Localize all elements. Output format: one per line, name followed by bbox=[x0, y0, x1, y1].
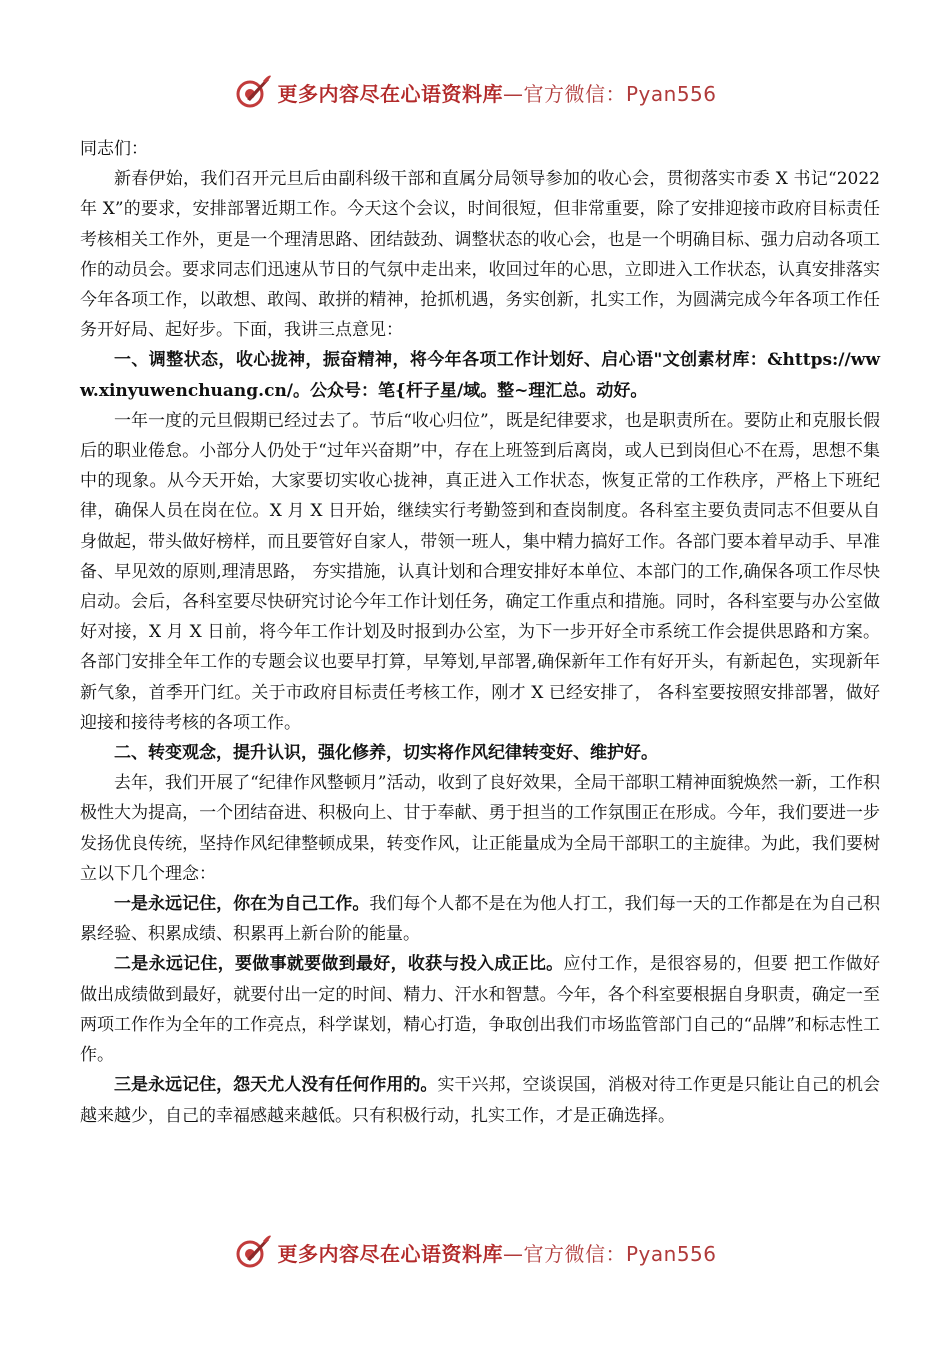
point-3-lead: 三是永远记住，怨天尤人没有任何作用的。 bbox=[114, 1075, 438, 1096]
footer-separator: — bbox=[502, 1241, 524, 1266]
footer-banner bbox=[0, 1232, 950, 1272]
quill-pen-logo-icon bbox=[233, 1232, 273, 1272]
header-wechat-id: Pyan556 bbox=[625, 81, 717, 106]
point-1-lead: 一是永远记住，你在为自己工作。 bbox=[114, 894, 370, 915]
point-3-paragraph bbox=[80, 1070, 880, 1130]
footer-brand: 更多内容尽在心语资料库 bbox=[277, 1241, 503, 1266]
header-banner bbox=[0, 72, 950, 112]
salutation: 同志们： bbox=[80, 139, 148, 159]
footer-wechat-label: 官方微信： bbox=[523, 1241, 626, 1266]
point-1-text: 我们每个人都不是在为他人打工，我们每一天的工作都是在为自己积累经验、积累成绩、积累再上新台阶的能量。 bbox=[80, 894, 881, 945]
point-2-paragraph bbox=[80, 949, 880, 1070]
point-1-paragraph bbox=[80, 889, 880, 949]
section-1-heading: 一、调整状态，收心拢神，振奋精神，将今年各项工作计划好、启心语"文创素材库：&https://www.xinyuwenchuang.cn/。公众号：笔{杆子星/域。整~理汇总。动好。 bbox=[80, 350, 880, 401]
header-brand: 更多内容尽在心语资料库 bbox=[277, 81, 503, 106]
header-separator: — bbox=[502, 81, 524, 106]
header-banner-text bbox=[277, 78, 716, 107]
section-1-paragraph: 一年一度的元旦假期已经过去了。节后“收心归位”，既是纪律要求，也是职责所在。要防止和克服长假后的职业倦怠。小部分人仍处于“过年兴奋期”中，存在上班签到后离岗，或人已到岗但心不在焉，思想不集中的现象。从今天开始，大家要切实收心拢神，真正进入工作状态，恢复正常的工作秩序，严格上下班纪律，确保人员在岗在位。X 月 X 日开始，继续实行考勤签到和查岗制度。各科室主要负责同志不但要从自身做起，带头做好榜样，而且要管好自家人，带领一班人，集中精力搞好工作。各部门要本着早动手、早准备、早见效的原则,理清思路， 夯实措施，认真计划和合理安排好本单位、本部门的工作,确保各项工作尽快启动。会后，各科室要尽快研究讨论今年工作计划任务，确定工作重点和措施。同时，各科室要与办公室做好对接，X 月 X 日前，将今年工作计划及时报到办公室，为下一步开好全市系统工作会提供思路和方案。各部门安排全年工作的专题会议也要早打算，早筹划,早部署,确保新年工作有好开头，有新起色，实现新年新气象，首季开门红。关于市政府目标责任考核工作，刚才 X 已经安排了， 各科室要按照安排部署，做好迎接和接待考核的各项工作。 bbox=[80, 410, 880, 733]
point-2-lead: 二是永远记住，要做事就要做到最好，收获与投入成正比。 bbox=[114, 954, 564, 975]
header-wechat-label: 官方微信： bbox=[523, 81, 626, 106]
section-2-paragraph: 去年，我们开展了“纪律作风整顿月”活动，收到了良好效果，全局干部职工精神面貌焕然一新，工作积极性大为提高，一个团结奋进、积极向上、甘于奉献、勇于担当的工作氛围正在形成。今年，我们要进一步发扬优良传统，坚持作风纪律整顿成果，转变作风，让正能量成为全局干部职工的主旋律。为此，我们要树立以下几个理念： bbox=[80, 773, 880, 884]
point-3-text: 实干兴邦，空谈误国，消极对待工作更是只能让自己的机会越来越少，自己的幸福感越来越低。只有积极行动，扎实工作，才是正确选择。 bbox=[80, 1075, 881, 1126]
intro-paragraph: 新春伊始，我们召开元旦后由副科级干部和直属分局领导参加的收心会，贯彻落实市委 X 书记“2022 年 X”的要求，安排部署近期工作。今天这个会议，时间很短，但非常重要，除了安排迎接市政府目标责任考核相关工作外，更是一个理清思路、团结鼓劲、调整状态的收心会，也是一个明确目标、强力启动各项工作的动员会。要求同志们迅速从节日的气氛中走出来，收回过年的心思，立即进入工作状态，认真安排落实今年各项工作，以敢想、敢闯、敢拼的精神，抢抓机遇，务实创新，扎实工作，为圆满完成今年各项工作任务开好局、起好步。下面，我讲三点意见： bbox=[80, 169, 880, 341]
quill-pen-logo-icon bbox=[233, 72, 273, 112]
footer-wechat-id: Pyan556 bbox=[625, 1241, 717, 1266]
point-2-text: 应付工作，是很容易的，但要 把工作做好做出成绩做到最好，就要付出一定的时间、精力、汗水和智慧。今年，各个科室要根据自身职责，确定一至两项工作作为全年的工作亮点，科学谋划，精心打造，争取创出我们市场监管部门自己的“品牌”和标志性工作。 bbox=[80, 954, 881, 1066]
document-body bbox=[80, 134, 880, 1131]
footer-banner-text bbox=[277, 1238, 716, 1267]
section-2-heading: 二、转变观念，提升认识，强化修养，切实将作风纪律转变好、维护好。 bbox=[114, 743, 658, 764]
